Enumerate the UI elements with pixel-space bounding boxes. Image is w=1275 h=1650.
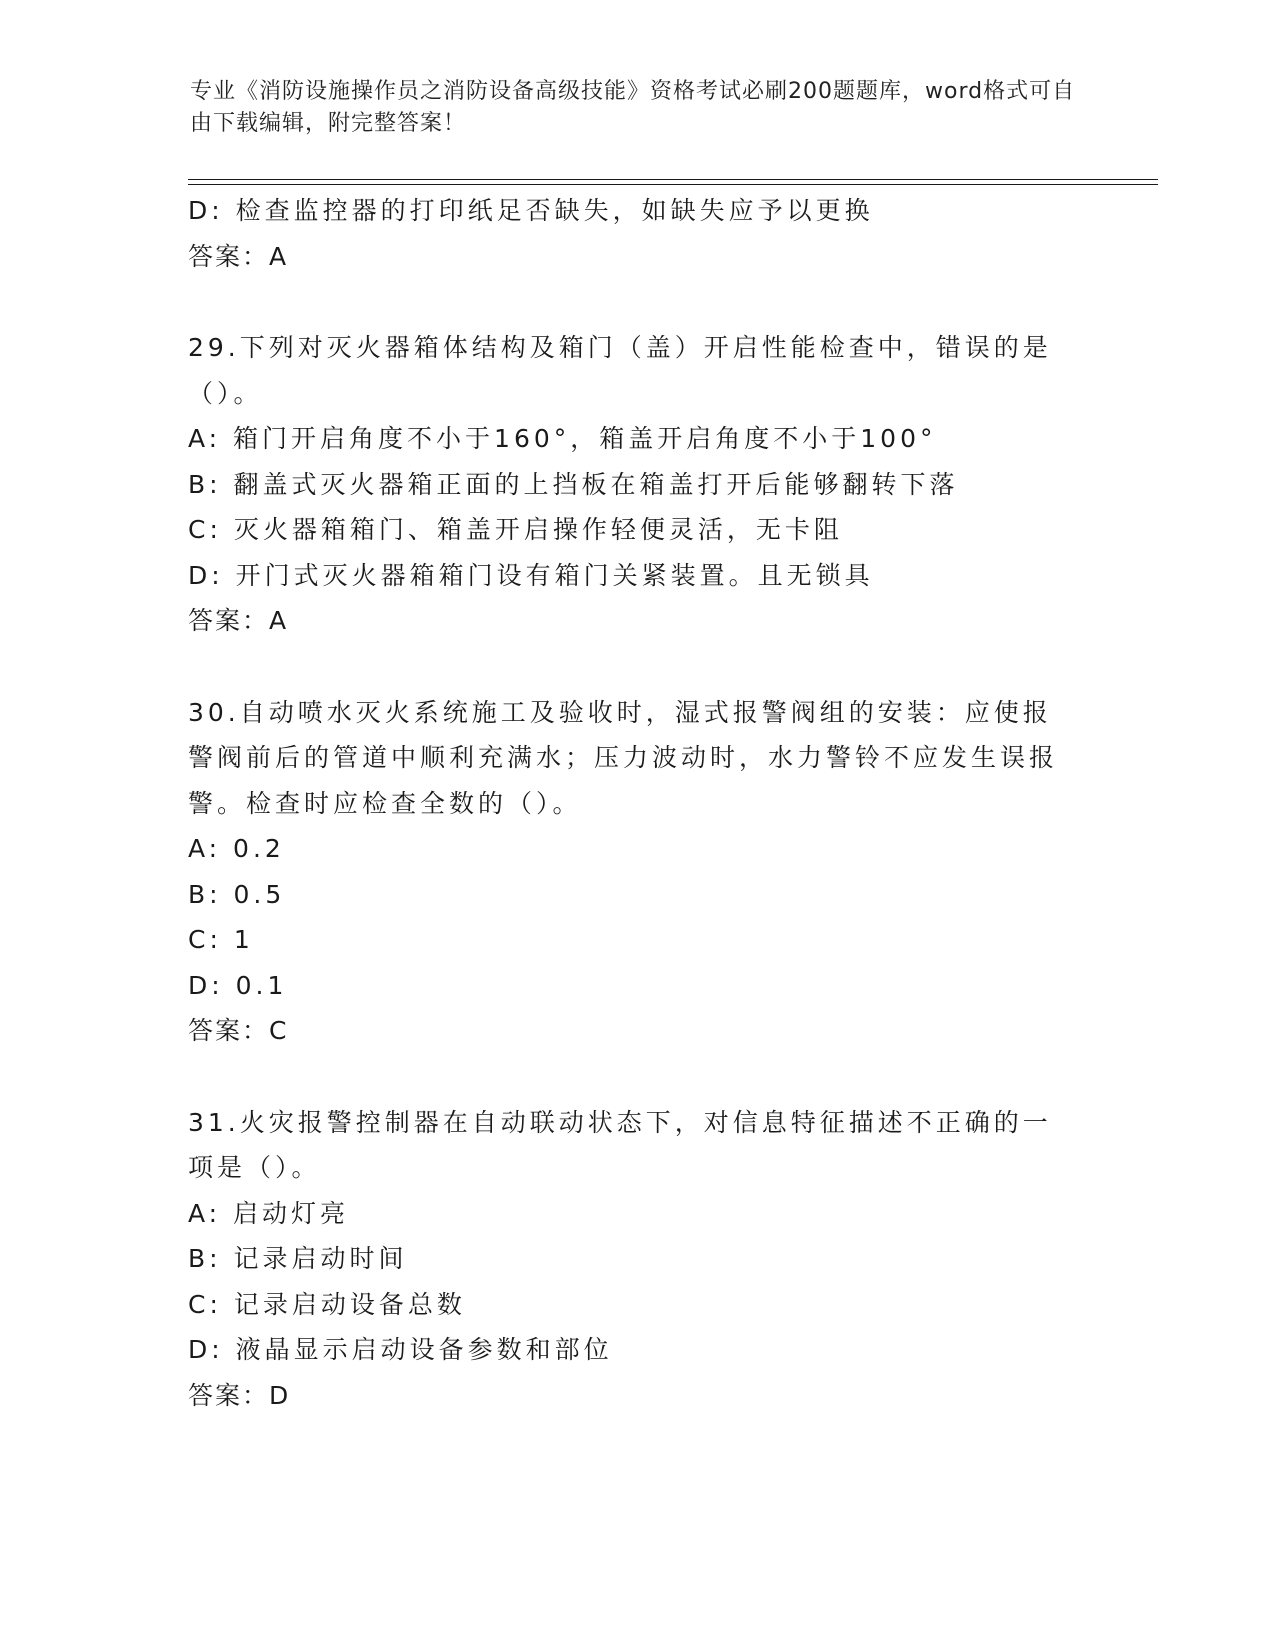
option-c: C: 灭火器箱箱门、箱盖开启操作轻便灵活，无卡阻 <box>188 515 843 544</box>
carryover-answer: 答案：A <box>188 241 289 271</box>
option-a: A: 启动灯亮 <box>188 1198 350 1228</box>
answer: 答案：D <box>188 1380 291 1410</box>
option-d: D: 液晶显示启动设备参数和部位 <box>188 1335 613 1364</box>
option-c: C: 1 <box>188 925 254 954</box>
option-d: D: 开门式灭火器箱箱门设有箱门关紧装置。且无锁具 <box>188 560 874 590</box>
header-rule-top <box>188 179 1158 180</box>
question-29 <box>188 325 1088 644</box>
question-stem: 29.下列对灭火器箱体结构及箱门（盖）开启性能检查中，错误的是（）。 <box>188 333 1052 408</box>
spacer <box>188 1054 1088 1100</box>
option-a: A: 0.2 <box>188 834 285 863</box>
answer: 答案：C <box>188 1016 289 1045</box>
header-rule-bottom <box>188 184 1158 185</box>
question-30 <box>188 690 1088 1054</box>
question-31 <box>188 1100 1088 1419</box>
carryover-option-d: D: 检查监控器的打印纸足否缺失，如缺失应予以更换 <box>188 196 874 225</box>
answer: 答案：A <box>188 606 289 635</box>
option-a: A: 箱门开启角度不小于160°，箱盖开启角度不小于100° <box>188 424 937 453</box>
question-stem: 31.火灾报警控制器在自动联动状态下，对信息特征描述不正确的一项是（）。 <box>188 1107 1052 1182</box>
spacer <box>188 644 1088 690</box>
question-content <box>188 188 1088 1418</box>
document-header: 专业《消防设施操作员之消防设备高级技能》资格考试必刷200题题库，word格式可自由下载编辑，附完整答案！ <box>190 79 1076 136</box>
option-d: D: 0.1 <box>188 970 288 1000</box>
option-b: B: 0.5 <box>188 879 286 909</box>
option-c: C: 记录启动设备总数 <box>188 1289 466 1319</box>
option-b: B: 翻盖式灭火器箱正面的上挡板在箱盖打开后能够翻转下落 <box>188 469 959 499</box>
spacer <box>188 279 1088 325</box>
option-b: B: 记录启动时间 <box>188 1244 408 1273</box>
question-stem: 30.自动喷水灭火系统施工及验收时，湿式报警阀组的安装：应使报警阀前后的管道中顺利充满水；压力波动时，水力警铃不应发生误报警。检查时应检查全数的（）。 <box>188 697 1059 818</box>
